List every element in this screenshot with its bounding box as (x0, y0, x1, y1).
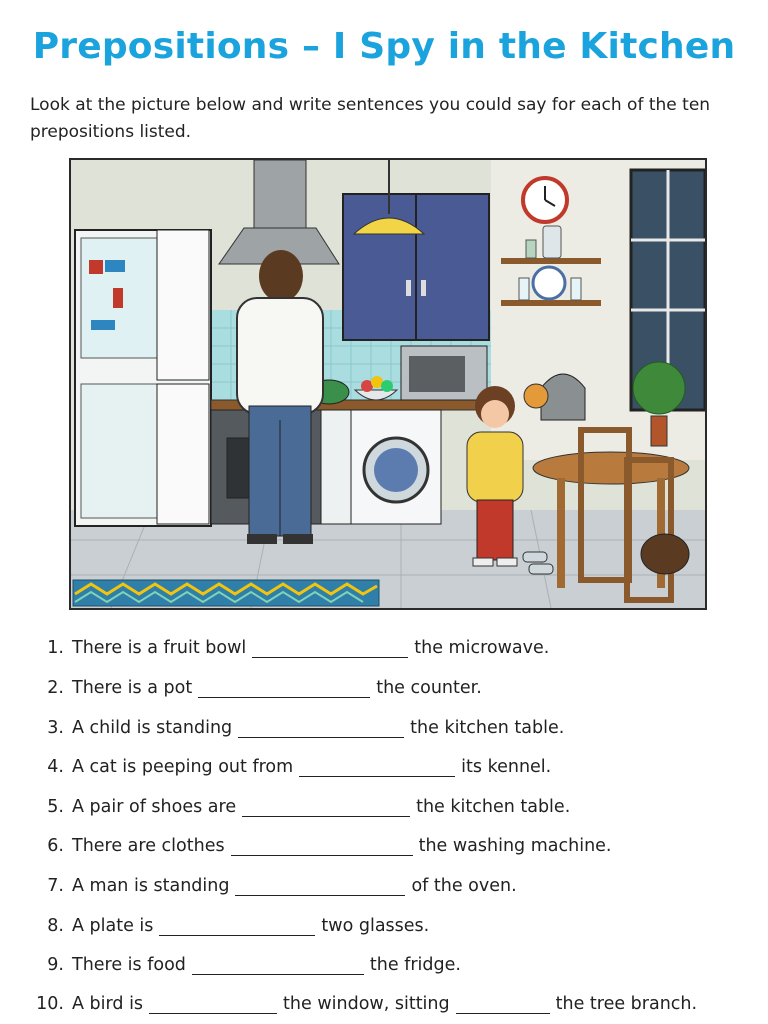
cat (524, 384, 548, 408)
answer-blank[interactable] (299, 758, 455, 777)
question-text: the tree branch. (555, 994, 698, 1014)
question-8 (36, 906, 429, 936)
question-text: There are clothes (72, 836, 225, 856)
shelf (501, 258, 601, 264)
question-4 (36, 747, 551, 777)
question-text: the counter. (376, 678, 482, 698)
instructions-text: Look at the picture below and write sentences you could say for each of the ten prepositions listed. (30, 95, 711, 142)
question-1 (36, 628, 549, 658)
question-number: 4. (47, 757, 64, 777)
question-text: There is a pot (72, 678, 193, 698)
answer-blank[interactable] (235, 877, 405, 896)
question-2 (36, 668, 482, 698)
question-6 (36, 826, 612, 856)
question-text: of the oven. (411, 876, 517, 896)
question-text: A plate is (72, 916, 154, 936)
man (259, 250, 303, 302)
answer-blank[interactable] (252, 639, 408, 658)
question-text: the window, sitting (283, 994, 450, 1014)
question-text: There is a fruit bowl (72, 638, 247, 658)
answer-blank[interactable] (242, 798, 410, 817)
question-3 (36, 708, 564, 738)
question-7 (36, 866, 517, 896)
answer-blank[interactable] (159, 917, 315, 936)
question-text: two glasses. (321, 916, 430, 936)
answer-blank[interactable] (198, 679, 370, 698)
worksheet-title: Prepositions – I Spy in the Kitchen (32, 26, 736, 67)
question-number: 10. (36, 994, 64, 1014)
question-5 (36, 787, 570, 817)
question-number: 1. (47, 638, 64, 658)
plant (633, 362, 685, 414)
question-text: A child is standing (72, 718, 233, 738)
question-text: A man is standing (72, 876, 230, 896)
question-text: its kennel. (461, 757, 552, 777)
answer-blank[interactable] (456, 995, 550, 1014)
bag (641, 534, 689, 574)
question-number: 5. (47, 797, 64, 817)
question-number: 8. (47, 916, 64, 936)
question-text: the washing machine. (418, 836, 612, 856)
question-9 (36, 945, 461, 975)
kitchen-illustration (69, 158, 707, 610)
question-number: 9. (47, 955, 64, 975)
question-10 (36, 984, 697, 1014)
question-text: the fridge. (369, 955, 461, 975)
question-number: 7. (47, 876, 64, 896)
question-text: A cat is peeping out from (72, 757, 294, 777)
answer-blank[interactable] (231, 837, 413, 856)
question-text: A bird is (72, 994, 144, 1014)
plate (533, 267, 565, 299)
question-number: 2. (47, 678, 64, 698)
question-number: 3. (47, 718, 64, 738)
answer-blank[interactable] (149, 995, 277, 1014)
question-text: the microwave. (414, 638, 550, 658)
question-text: A pair of shoes are (72, 797, 237, 817)
kitchen-table (533, 452, 689, 484)
question-text: There is food (72, 955, 186, 975)
question-text: the kitchen table. (410, 718, 565, 738)
answer-blank[interactable] (192, 956, 364, 975)
question-number: 6. (47, 836, 64, 856)
question-text: the kitchen table. (416, 797, 571, 817)
extractor-hood (254, 160, 306, 230)
answer-blank[interactable] (238, 719, 404, 738)
shoes (523, 552, 547, 562)
